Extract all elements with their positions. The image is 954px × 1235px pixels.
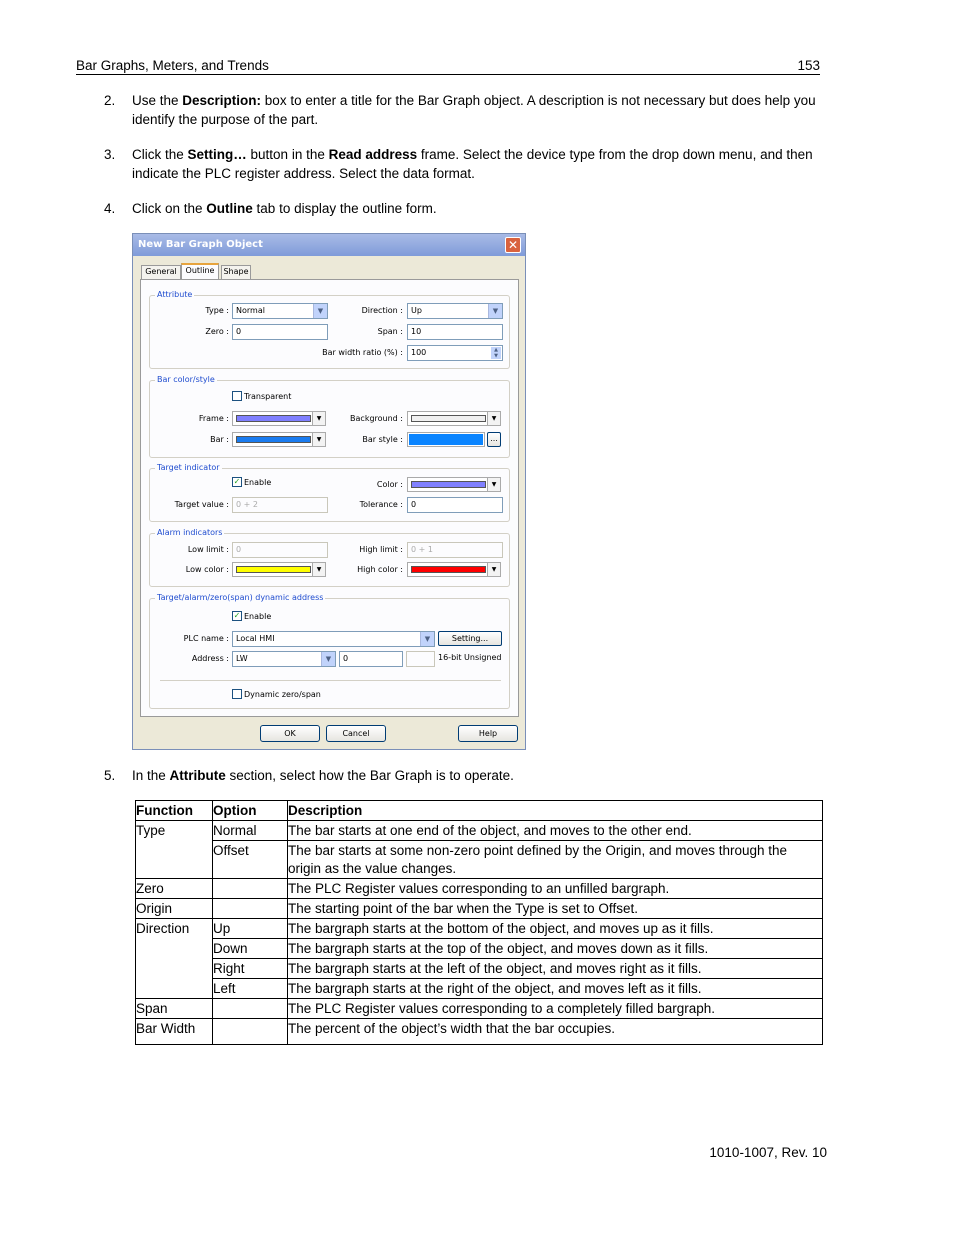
address-extra-input	[406, 651, 435, 667]
step-text: frame. Select the device type from the drop down menu, and then indicate the PLC register address. Select the data format.	[132, 147, 813, 181]
dynamic-zero-span-label: Dynamic zero/span	[244, 690, 321, 699]
chevron-down-icon: ▼	[420, 632, 434, 646]
bar-width-ratio-stepper[interactable]	[407, 345, 503, 361]
table-cell: Normal	[213, 821, 288, 841]
chevron-down-icon: ▼	[488, 304, 502, 318]
table-cell: The bargraph starts at the bottom of the object, and moves up as it fills.	[288, 919, 823, 939]
chevron-down-icon: ▼	[321, 652, 335, 666]
target-indicator-group	[149, 463, 510, 522]
page-header	[76, 58, 820, 75]
table-cell: The bar starts at one end of the object, and moves to the other end.	[288, 821, 823, 841]
direction-select[interactable]	[407, 303, 503, 319]
high-limit-input[interactable]: 0 + 1	[407, 542, 503, 558]
plc-name-label: PLC name :	[183, 634, 229, 643]
span-label: Span :	[377, 327, 403, 336]
tolerance-input[interactable]: 0	[407, 497, 503, 513]
table-cell: Direction	[136, 919, 213, 999]
step-text: In the	[132, 768, 170, 783]
table-cell: The bar starts at some non-zero point defined by the Origin, and moves through the origin as the value changes.	[288, 841, 823, 879]
table-cell: Span	[136, 999, 213, 1019]
low-limit-input[interactable]: 0	[232, 542, 328, 558]
table-row	[136, 919, 823, 939]
table-cell: The PLC Register values corresponding to a completely filled bargraph.	[288, 999, 823, 1019]
address-type-value: LW	[236, 654, 248, 663]
transparent-label: Transparent	[244, 392, 292, 401]
table-cell	[213, 999, 288, 1019]
step-bold: Setting…	[187, 147, 247, 162]
high-color-label: High color :	[357, 565, 403, 574]
step-2	[104, 91, 820, 129]
low-color-swatch	[236, 566, 311, 573]
header-title: Bar Graphs, Meters, and Trends	[76, 58, 269, 73]
chevron-down-icon: ▼	[487, 478, 500, 491]
high-color-swatch	[411, 566, 486, 573]
address-input[interactable]: 0	[339, 651, 403, 667]
chevron-down-icon: ▼	[312, 412, 325, 425]
step-text: button in the	[246, 147, 329, 162]
attribute-group	[149, 290, 510, 369]
frame-color-swatch	[236, 415, 311, 422]
setting-button[interactable]: Setting...	[438, 631, 502, 646]
table-cell: Bar Width	[136, 1019, 213, 1045]
table-cell: The bargraph starts at the top of the object, and moves down as it fills.	[288, 939, 823, 959]
new-bar-graph-dialog	[132, 233, 526, 750]
table-row	[136, 821, 823, 841]
tab-shape[interactable]: Shape	[221, 265, 251, 279]
table-cell	[213, 899, 288, 919]
type-label: Type :	[205, 306, 229, 315]
alarm-indicators-group	[149, 528, 510, 587]
step-number: 3.	[104, 147, 116, 162]
bar-width-ratio-label: Bar width ratio (%) :	[322, 348, 403, 357]
group-title: Target indicator	[157, 463, 220, 472]
target-enable-checkbox[interactable]: ✓	[233, 477, 241, 486]
chevron-down-icon: ▼	[312, 433, 325, 446]
table-header-row	[136, 801, 823, 821]
background-color-picker[interactable]	[407, 411, 501, 426]
low-color-picker[interactable]	[232, 562, 326, 577]
table-cell: Right	[213, 959, 288, 979]
step-text: Use the	[132, 93, 183, 108]
dialog-title-bar	[133, 234, 525, 256]
background-color-swatch	[411, 415, 486, 422]
group-title: Alarm indicators	[157, 528, 223, 537]
direction-value: Up	[411, 306, 422, 315]
table-row	[136, 999, 823, 1019]
chevron-down-icon: ▼	[313, 304, 327, 318]
table-row	[136, 841, 823, 879]
table-header: Description	[288, 801, 823, 821]
step-bold: Outline	[206, 201, 253, 216]
tolerance-label: Tolerance :	[359, 500, 403, 509]
target-enable-label: Enable	[244, 478, 272, 487]
table-cell: Origin	[136, 899, 213, 919]
frame-color-picker[interactable]	[232, 411, 326, 426]
table-cell: Up	[213, 919, 288, 939]
table-cell: Offset	[213, 841, 288, 879]
table-cell: Down	[213, 939, 288, 959]
divider	[160, 680, 501, 681]
low-limit-label: Low limit :	[187, 545, 229, 554]
type-select[interactable]	[232, 303, 328, 319]
table-header: Option	[213, 801, 288, 821]
table-cell: The bargraph starts at the right of the object, and moves left as it fills.	[288, 979, 823, 999]
transparent-checkbox[interactable]	[232, 391, 242, 401]
target-color-swatch	[411, 481, 486, 488]
zero-label: Zero :	[205, 327, 229, 336]
table-cell: Left	[213, 979, 288, 999]
dynamic-zero-span-checkbox[interactable]	[232, 689, 242, 699]
close-icon[interactable]: ✕	[505, 237, 521, 253]
table-row	[136, 959, 823, 979]
table-row	[136, 979, 823, 999]
table-cell	[213, 879, 288, 899]
chevron-down-icon: ▼	[487, 563, 500, 576]
bar-label: Bar :	[210, 435, 229, 444]
ok-button[interactable]: OK	[260, 725, 320, 742]
bar-color-swatch	[236, 436, 311, 443]
table-cell: The PLC Register values corresponding to an unfilled bargraph.	[288, 879, 823, 899]
low-color-label: Low color :	[185, 565, 229, 574]
bar-style-preview	[407, 432, 485, 447]
cancel-button[interactable]: Cancel	[326, 725, 386, 742]
bar-style-label: Bar style :	[362, 435, 403, 444]
target-color-label: Color :	[376, 480, 403, 489]
target-value-label: Target value :	[174, 500, 229, 509]
step-text: box to enter a title for the Bar Graph object. A description is not necessary but does help you identify the purpose of the part.	[132, 93, 816, 127]
tab-outline[interactable]: Outline	[181, 263, 219, 280]
plc-name-select[interactable]	[232, 631, 435, 647]
table-cell: Zero	[136, 879, 213, 899]
step-text: section, select how the Bar Graph is to operate.	[225, 768, 514, 783]
page-number: 153	[797, 58, 820, 73]
dynamic-enable-checkbox[interactable]: ✓	[233, 611, 241, 620]
help-button[interactable]: Help	[458, 725, 518, 742]
step-number: 5.	[104, 768, 116, 783]
table-cell: The starting point of the bar when the Type is set to Offset.	[288, 899, 823, 919]
bar-style-button[interactable]: ...	[487, 432, 501, 447]
target-value-input[interactable]: 0 + 2	[232, 497, 328, 513]
ratio-value: 100	[411, 348, 427, 357]
table-row	[136, 899, 823, 919]
frame-label: Frame :	[198, 414, 229, 423]
high-color-picker[interactable]	[407, 562, 501, 577]
bar-color-picker[interactable]	[232, 432, 326, 447]
address-label: Address :	[191, 654, 229, 663]
address-type-select[interactable]	[232, 651, 336, 667]
table-row	[136, 939, 823, 959]
tab-general[interactable]: General	[141, 265, 181, 279]
outline-panel	[140, 279, 519, 717]
zero-input[interactable]: 0	[232, 324, 328, 340]
attribute-table	[135, 800, 823, 1045]
step-text: Click on the	[132, 201, 207, 216]
data-format-label: 16-bit Unsigned	[438, 653, 502, 662]
table-cell: The bargraph starts at the left of the object, and moves right as it fills.	[288, 959, 823, 979]
group-title: Attribute	[157, 290, 193, 299]
step-bold: Attribute	[169, 768, 226, 783]
step-number: 4.	[104, 201, 116, 216]
chevron-down-icon: ▼	[312, 563, 325, 576]
step-4	[104, 199, 820, 218]
target-color-picker[interactable]	[407, 477, 501, 492]
step-5	[104, 766, 820, 785]
type-value: Normal	[236, 306, 265, 315]
table-row	[136, 879, 823, 899]
bar-style-swatch	[409, 434, 483, 445]
step-bold: Read address	[328, 147, 418, 162]
step-text: tab to display the outline form.	[252, 201, 437, 216]
table-cell: The percent of the object’s width that the bar occupies.	[288, 1019, 823, 1045]
step-3	[104, 145, 820, 183]
high-limit-label: High limit :	[359, 545, 403, 554]
table-cell: Type	[136, 821, 213, 879]
group-title: Bar color/style	[157, 375, 215, 384]
plc-name-value: Local HMI	[236, 634, 275, 643]
table-header: Function	[136, 801, 213, 821]
table-cell	[213, 1019, 288, 1045]
direction-label: Direction :	[361, 306, 403, 315]
span-input[interactable]: 10	[407, 324, 503, 340]
dialog-title: New Bar Graph Object	[138, 239, 263, 250]
step-number: 2.	[104, 93, 116, 108]
chevron-down-icon: ▼	[487, 412, 500, 425]
group-title: Target/alarm/zero(span) dynamic address	[157, 593, 324, 602]
dynamic-enable-label: Enable	[244, 612, 272, 621]
dynamic-address-group	[149, 593, 510, 709]
background-label: Background :	[350, 414, 403, 423]
step-text: Click the	[132, 147, 188, 162]
bar-color-style-group	[149, 375, 510, 458]
spinner-icon[interactable]: ▲ ▼	[491, 347, 501, 359]
page-footer: 1010-1007, Rev. 10	[709, 1145, 827, 1160]
step-bold: Description:	[182, 93, 262, 108]
table-row	[136, 1019, 823, 1045]
